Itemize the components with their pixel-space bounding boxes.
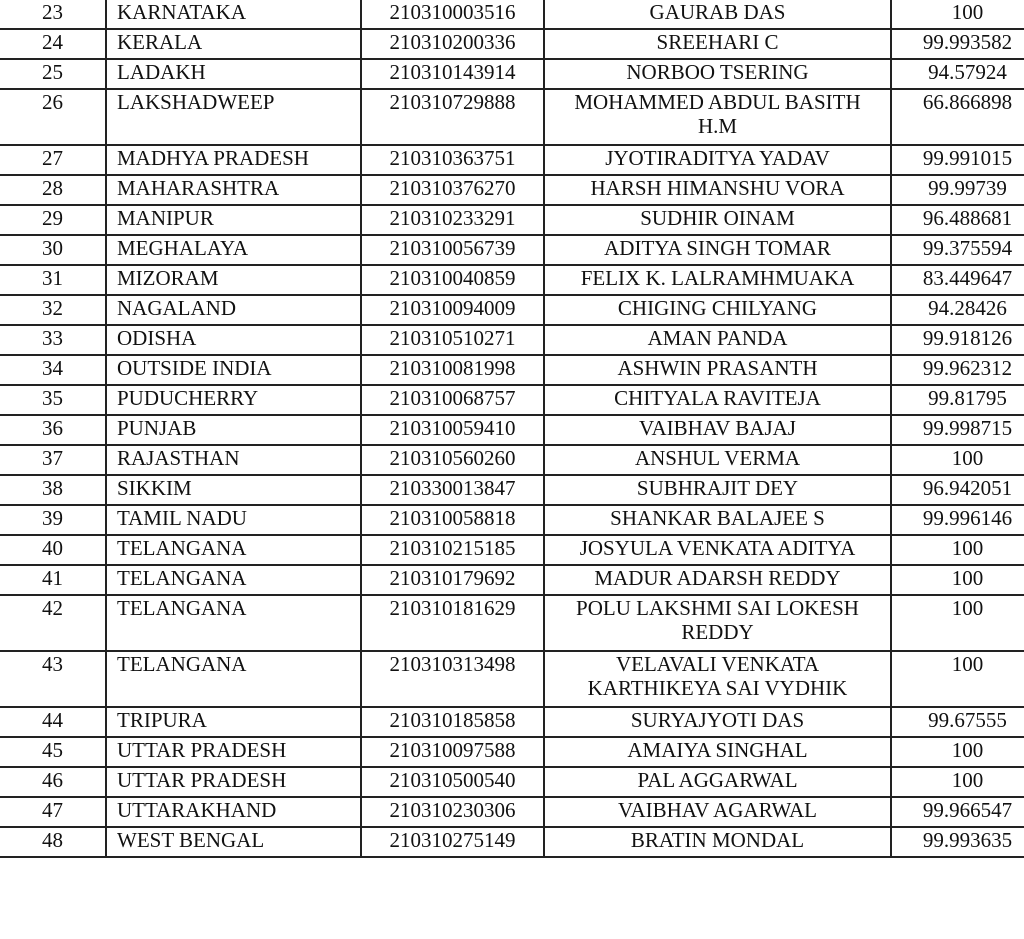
serial-number: 34 bbox=[0, 355, 106, 385]
roll-number: 210310003516 bbox=[361, 0, 544, 29]
serial-number: 47 bbox=[0, 797, 106, 827]
state-name: ODISHA bbox=[106, 325, 361, 355]
state-name: KERALA bbox=[106, 29, 361, 59]
percentile: 99.993582 bbox=[891, 29, 1024, 59]
candidate-name: VELAVALI VENKATA KARTHIKEYA SAI VYDHIK bbox=[544, 651, 891, 707]
percentile: 96.942051 bbox=[891, 475, 1024, 505]
roll-number: 210310230306 bbox=[361, 797, 544, 827]
table-row bbox=[0, 475, 1024, 505]
percentile: 66.866898 bbox=[891, 89, 1024, 145]
state-name: KARNATAKA bbox=[106, 0, 361, 29]
table-row bbox=[0, 535, 1024, 565]
state-name: MIZORAM bbox=[106, 265, 361, 295]
table-row bbox=[0, 205, 1024, 235]
candidate-name: JYOTIRADITYA YADAV bbox=[544, 145, 891, 175]
serial-number: 37 bbox=[0, 445, 106, 475]
roll-number: 210310181629 bbox=[361, 595, 544, 651]
roll-number: 210310376270 bbox=[361, 175, 544, 205]
candidate-name: PAL AGGARWAL bbox=[544, 767, 891, 797]
candidate-name: SUDHIR OINAM bbox=[544, 205, 891, 235]
serial-number: 42 bbox=[0, 595, 106, 651]
roll-number: 210310233291 bbox=[361, 205, 544, 235]
state-name: PUNJAB bbox=[106, 415, 361, 445]
state-name: UTTAR PRADESH bbox=[106, 737, 361, 767]
serial-number: 35 bbox=[0, 385, 106, 415]
candidate-name: SURYAJYOTI DAS bbox=[544, 707, 891, 737]
roll-number: 210310363751 bbox=[361, 145, 544, 175]
serial-number: 46 bbox=[0, 767, 106, 797]
candidate-name: NORBOO TSERING bbox=[544, 59, 891, 89]
percentile: 100 bbox=[891, 565, 1024, 595]
table-row bbox=[0, 0, 1024, 29]
percentile: 99.918126 bbox=[891, 325, 1024, 355]
state-name: MAHARASHTRA bbox=[106, 175, 361, 205]
candidate-name: MADUR ADARSH REDDY bbox=[544, 565, 891, 595]
roll-number: 210310729888 bbox=[361, 89, 544, 145]
serial-number: 43 bbox=[0, 651, 106, 707]
table-row bbox=[0, 295, 1024, 325]
table-row bbox=[0, 827, 1024, 857]
roll-number: 210310040859 bbox=[361, 265, 544, 295]
candidate-name: AMAIYA SINGHAL bbox=[544, 737, 891, 767]
state-name: MEGHALAYA bbox=[106, 235, 361, 265]
candidate-name: SREEHARI C bbox=[544, 29, 891, 59]
serial-number: 48 bbox=[0, 827, 106, 857]
percentile: 99.99739 bbox=[891, 175, 1024, 205]
serial-number: 32 bbox=[0, 295, 106, 325]
state-name: LAKSHADWEEP bbox=[106, 89, 361, 145]
percentile: 100 bbox=[891, 767, 1024, 797]
serial-number: 38 bbox=[0, 475, 106, 505]
candidate-name: SHANKAR BALAJEE S bbox=[544, 505, 891, 535]
percentile: 99.81795 bbox=[891, 385, 1024, 415]
candidate-name: ADITYA SINGH TOMAR bbox=[544, 235, 891, 265]
table-row bbox=[0, 445, 1024, 475]
serial-number: 39 bbox=[0, 505, 106, 535]
roll-number: 210310081998 bbox=[361, 355, 544, 385]
table-row bbox=[0, 265, 1024, 295]
candidate-name: AMAN PANDA bbox=[544, 325, 891, 355]
state-name: NAGALAND bbox=[106, 295, 361, 325]
table-row bbox=[0, 415, 1024, 445]
state-name: TAMIL NADU bbox=[106, 505, 361, 535]
table-row bbox=[0, 235, 1024, 265]
serial-number: 33 bbox=[0, 325, 106, 355]
table-row bbox=[0, 767, 1024, 797]
serial-number: 23 bbox=[0, 0, 106, 29]
table-row bbox=[0, 595, 1024, 651]
candidate-name: ASHWIN PRASANTH bbox=[544, 355, 891, 385]
table-row bbox=[0, 797, 1024, 827]
percentile: 100 bbox=[891, 737, 1024, 767]
percentile: 94.57924 bbox=[891, 59, 1024, 89]
table-row bbox=[0, 175, 1024, 205]
percentile: 99.993635 bbox=[891, 827, 1024, 857]
roll-number: 210310058818 bbox=[361, 505, 544, 535]
percentile: 99.375594 bbox=[891, 235, 1024, 265]
roll-number: 210310215185 bbox=[361, 535, 544, 565]
roll-number: 210310068757 bbox=[361, 385, 544, 415]
percentile: 96.488681 bbox=[891, 205, 1024, 235]
table-row bbox=[0, 505, 1024, 535]
percentile: 100 bbox=[891, 535, 1024, 565]
roll-number: 210310094009 bbox=[361, 295, 544, 325]
serial-number: 40 bbox=[0, 535, 106, 565]
roll-number: 210310143914 bbox=[361, 59, 544, 89]
table-row bbox=[0, 89, 1024, 145]
serial-number: 44 bbox=[0, 707, 106, 737]
percentile: 99.996146 bbox=[891, 505, 1024, 535]
table-row bbox=[0, 737, 1024, 767]
serial-number: 30 bbox=[0, 235, 106, 265]
percentile: 99.998715 bbox=[891, 415, 1024, 445]
candidate-name: FELIX K. LALRAMHMUAKA bbox=[544, 265, 891, 295]
percentile: 100 bbox=[891, 0, 1024, 29]
roll-number: 210310313498 bbox=[361, 651, 544, 707]
state-name: SIKKIM bbox=[106, 475, 361, 505]
roll-number: 210310560260 bbox=[361, 445, 544, 475]
serial-number: 26 bbox=[0, 89, 106, 145]
roll-number: 210310185858 bbox=[361, 707, 544, 737]
serial-number: 28 bbox=[0, 175, 106, 205]
candidate-name: POLU LAKSHMI SAI LOKESH REDDY bbox=[544, 595, 891, 651]
candidate-name: BRATIN MONDAL bbox=[544, 827, 891, 857]
candidate-name: MOHAMMED ABDUL BASITH H.M bbox=[544, 89, 891, 145]
roll-number: 210310275149 bbox=[361, 827, 544, 857]
table-row bbox=[0, 29, 1024, 59]
roll-number: 210310097588 bbox=[361, 737, 544, 767]
candidate-name: SUBHRAJIT DEY bbox=[544, 475, 891, 505]
table-row bbox=[0, 145, 1024, 175]
candidate-name: ANSHUL VERMA bbox=[544, 445, 891, 475]
serial-number: 36 bbox=[0, 415, 106, 445]
candidate-name: VAIBHAV BAJAJ bbox=[544, 415, 891, 445]
serial-number: 31 bbox=[0, 265, 106, 295]
roll-number: 210310179692 bbox=[361, 565, 544, 595]
percentile: 94.28426 bbox=[891, 295, 1024, 325]
serial-number: 45 bbox=[0, 737, 106, 767]
serial-number: 41 bbox=[0, 565, 106, 595]
table-row bbox=[0, 385, 1024, 415]
serial-number: 27 bbox=[0, 145, 106, 175]
candidate-name: CHITYALA RAVITEJA bbox=[544, 385, 891, 415]
roll-number: 210310056739 bbox=[361, 235, 544, 265]
candidate-name: HARSH HIMANSHU VORA bbox=[544, 175, 891, 205]
state-name: UTTARAKHAND bbox=[106, 797, 361, 827]
state-name: TELANGANA bbox=[106, 651, 361, 707]
percentile: 100 bbox=[891, 595, 1024, 651]
serial-number: 24 bbox=[0, 29, 106, 59]
table-row bbox=[0, 59, 1024, 89]
percentile: 83.449647 bbox=[891, 265, 1024, 295]
percentile: 99.991015 bbox=[891, 145, 1024, 175]
state-name: TELANGANA bbox=[106, 565, 361, 595]
state-name: MANIPUR bbox=[106, 205, 361, 235]
state-name: LADAKH bbox=[106, 59, 361, 89]
state-name: TELANGANA bbox=[106, 595, 361, 651]
candidate-name: JOSYULA VENKATA ADITYA bbox=[544, 535, 891, 565]
state-name: PUDUCHERRY bbox=[106, 385, 361, 415]
state-name: TRIPURA bbox=[106, 707, 361, 737]
state-name: RAJASTHAN bbox=[106, 445, 361, 475]
roll-number: 210330013847 bbox=[361, 475, 544, 505]
state-name: UTTAR PRADESH bbox=[106, 767, 361, 797]
candidate-name: GAURAB DAS bbox=[544, 0, 891, 29]
roll-number: 210310059410 bbox=[361, 415, 544, 445]
roll-number: 210310510271 bbox=[361, 325, 544, 355]
table-row bbox=[0, 707, 1024, 737]
percentile: 99.962312 bbox=[891, 355, 1024, 385]
percentile: 100 bbox=[891, 445, 1024, 475]
table-row bbox=[0, 651, 1024, 707]
state-name: MADHYA PRADESH bbox=[106, 145, 361, 175]
table-row bbox=[0, 565, 1024, 595]
state-name: OUTSIDE INDIA bbox=[106, 355, 361, 385]
roll-number: 210310500540 bbox=[361, 767, 544, 797]
percentile: 99.67555 bbox=[891, 707, 1024, 737]
roll-number: 210310200336 bbox=[361, 29, 544, 59]
candidate-name: VAIBHAV AGARWAL bbox=[544, 797, 891, 827]
serial-number: 29 bbox=[0, 205, 106, 235]
state-name: TELANGANA bbox=[106, 535, 361, 565]
state-name: WEST BENGAL bbox=[106, 827, 361, 857]
candidate-name: CHIGING CHILYANG bbox=[544, 295, 891, 325]
table-row bbox=[0, 325, 1024, 355]
percentile: 99.966547 bbox=[891, 797, 1024, 827]
percentile: 100 bbox=[891, 651, 1024, 707]
serial-number: 25 bbox=[0, 59, 106, 89]
table-row bbox=[0, 355, 1024, 385]
